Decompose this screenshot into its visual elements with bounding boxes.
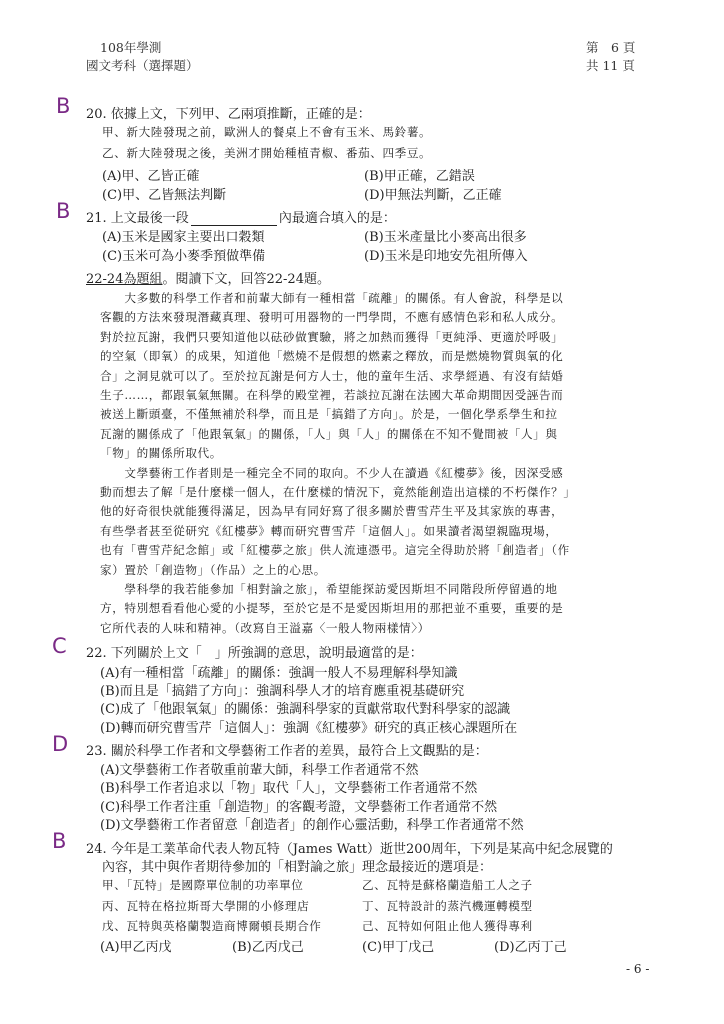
q21-blank: [191, 213, 277, 226]
q20-option-d: (D)甲無法判斷，乙正確: [364, 188, 502, 203]
answer-mark-q22: C: [52, 634, 67, 658]
q24-option-c: (C)甲丁戊己: [362, 940, 435, 955]
group-label: 22-24為題組: [86, 272, 163, 287]
passage-line: 合」之洞見就可以了。至於拉瓦謝是何方人士，他的童年生活、求學經過、有沒有結婚: [100, 368, 564, 383]
passage-line: 文學藝術工作者則是一種完全不同的取向。不少人在讀過《紅樓夢》後，因深受感: [100, 465, 564, 480]
q22-option-b: (B)而且是「搞錯了方向」：強調科學人才的培育應重視基礎研究: [100, 684, 465, 699]
q23-option-c: (C)科學工作者注重「創造物」的客觀考證，文學藝術工作者通常不然: [100, 800, 498, 815]
answer-mark-q21: B: [56, 199, 71, 223]
page-number: - 6 -: [626, 962, 650, 976]
q24-item-ji: 己、瓦特如何阻止他人獲得專利: [362, 919, 533, 933]
q21-option-b: (B)玉米產量比小麥高出很多: [364, 230, 527, 245]
subject-title: 國文考科（選擇題）: [86, 58, 199, 73]
question-21-stem: [86, 207, 396, 226]
passage-line: 方，特別想看看他心愛的小提琴，至於它是不是愛因斯坦用的那把並不重要，重要的是: [100, 601, 564, 616]
passage-line: 學科學的我若能參加「相對論之旅」，希望能探訪愛因斯坦不同階段所停留過的地: [100, 582, 558, 596]
passage-line: 瓦謝的關係成了「他跟氧氣」的關係，「人」與「人」的關係在不知不覺間被「人」與: [100, 426, 558, 441]
q20-option-a: (A)甲、乙皆正確: [102, 169, 200, 184]
group-instruction: 。閱讀下文，回答22-24題。: [162, 272, 330, 287]
q21-option-c: (C)玉米可為小麥季預做準備: [102, 249, 266, 264]
question-22-stem: 22. 下列關於上文「 」所強調的意思，說明最適當的是：: [86, 646, 423, 661]
q20-option-c: (C)甲、乙皆無法判斷: [102, 188, 227, 203]
q24-item-yi: 乙、瓦特是蘇格蘭造船工人之子: [362, 878, 533, 892]
group-intro: [86, 268, 330, 287]
q24-option-d: (D)乙丙丁己: [494, 940, 567, 955]
passage-line: 被送上斷頭臺，不僅無補於科學，而且是「搞錯了方向」。於是，一個化學系學生和拉: [100, 407, 558, 422]
passage-line: 家）置於「創造物」（作品）之上的心思。: [100, 562, 326, 577]
q20-statement-a: 甲、新大陸發現之前，歐洲人的餐桌上不會有玉米、馬鈴薯。: [102, 125, 432, 139]
q24-option-b: (B)乙丙戊己: [232, 940, 304, 955]
q24-item-bing: 丙、瓦特在格拉斯哥大學開的小修理店: [102, 899, 310, 913]
q21-stem-pre: 21. 上文最後一段: [86, 211, 189, 226]
exam-title: 108年學測: [100, 40, 162, 55]
q21-option-a: (A)玉米是國家主要出口穀類: [102, 230, 265, 245]
answer-mark-q20: B: [56, 94, 71, 118]
passage-line: 大多數的科學工作者和前輩大師有一種相當「疏離」的關係。有人會說，科學是以: [100, 291, 564, 305]
q22-option-c: (C)成了「他跟氧氣」的關係：強調科學家的貢獻常取代對科學家的認識: [100, 702, 511, 717]
passage-line: 他的好奇很快就能獲得滿足，因為早有同好寫了很多關於曹雪芹生平及其家族的專書，: [100, 504, 564, 519]
q24-item-ding: 丁、瓦特設計的蒸汽機運轉模型: [362, 899, 533, 913]
q20-option-b: (B)甲正確，乙錯誤: [364, 169, 475, 184]
question-20-stem: 20. 依據上文，下列甲、乙兩項推斷，正確的是：: [86, 107, 371, 122]
page-current: 第 6 頁: [586, 40, 636, 55]
q23-option-d: (D)文學藝術工作者留意「創造者」的創作心靈活動，科學工作者通常不然: [100, 818, 524, 833]
passage-line: 對於拉瓦謝，我們只要知道他以砝砂做實驗，將之加熱而獲得「更純淨、更適於呼吸」: [100, 329, 564, 344]
passage-line: 客觀的方法來發現潛藏真理、發明可用器物的一門學問，不應有感情色彩和私人成分。: [100, 310, 564, 325]
q22-option-d: (D)轉而研究曹雪芹「這個人」：強調《紅樓夢》研究的真正核心課題所在: [100, 721, 518, 736]
answer-mark-q23: D: [52, 732, 69, 756]
q23-option-a: (A)文學藝術工作者敬重前輩大師，科學工作者通常不然: [100, 763, 419, 778]
q24-item-wu: 戊、瓦特與英格蘭製造商博爾頓長期合作: [102, 919, 322, 933]
q23-option-b: (B)科學工作者追求以「物」取代「人」，文學藝術工作者通常不然: [100, 781, 478, 796]
passage-line: 生子……，都跟氧氣無關。在科學的殿堂裡，若談拉瓦謝在法國大革命期間因受誣告而: [100, 388, 564, 402]
q21-option-d: (D)玉米是印地安先祖所傳入: [364, 249, 528, 264]
q24-item-jia: 甲、「瓦特」是國際單位制的功率單位: [102, 878, 304, 892]
question-23-stem: 23. 關於科學工作者和文學藝術工作者的差異，最符合上文觀點的是：: [86, 744, 488, 759]
page-total: 共 11 頁: [586, 58, 635, 73]
q20-statement-b: 乙、新大陸發現之後，美洲才開始種植青椒、番茄、四季豆。: [102, 146, 432, 160]
passage-line: 它所代表的人味和精神。（改寫自王溢嘉〈一般人物兩樣情〉）: [100, 620, 430, 635]
q22-option-a: (A)有一種相當「疏離」的關係：強調一般人不易理解科學知識: [100, 666, 458, 681]
answer-mark-q24: B: [52, 829, 67, 853]
question-24-stem-line1: 24. 今年是工業革命代表人物瓦特（James Watt）逝世200周年，下列是某高中紀念展覽的: [86, 842, 613, 857]
passage-line: 也有「曹雪芹紀念館」或「紅樓夢之旅」供人流連憑弔。這完全得助於將「創造者」（作: [100, 543, 570, 558]
passage-line: 動而想去了解「是什麼樣一個人，在什麼樣的情況下，竟然能創造出這樣的不朽傑作？」: [100, 485, 576, 499]
passage-line: 「物」的關係所取代。: [100, 446, 222, 461]
q24-option-a: (A)甲乙丙戊: [100, 940, 172, 955]
passage-line: 有些學者甚至從研究《紅樓夢》轉而研究曹雪芹「這個人」。如果讀者渴望親臨現場，: [100, 523, 558, 538]
q21-stem-post: 內最適合填入的是：: [278, 211, 396, 226]
question-24-stem-line2: 內容，其中與作者期待參加的「相對論之旅」理念最接近的選項是：: [102, 860, 493, 875]
passage-line: 的空氣（即氧）的成果，知道他「燃燒不是假想的燃素之釋放，而是燃燒物質與氧的化: [100, 349, 564, 364]
